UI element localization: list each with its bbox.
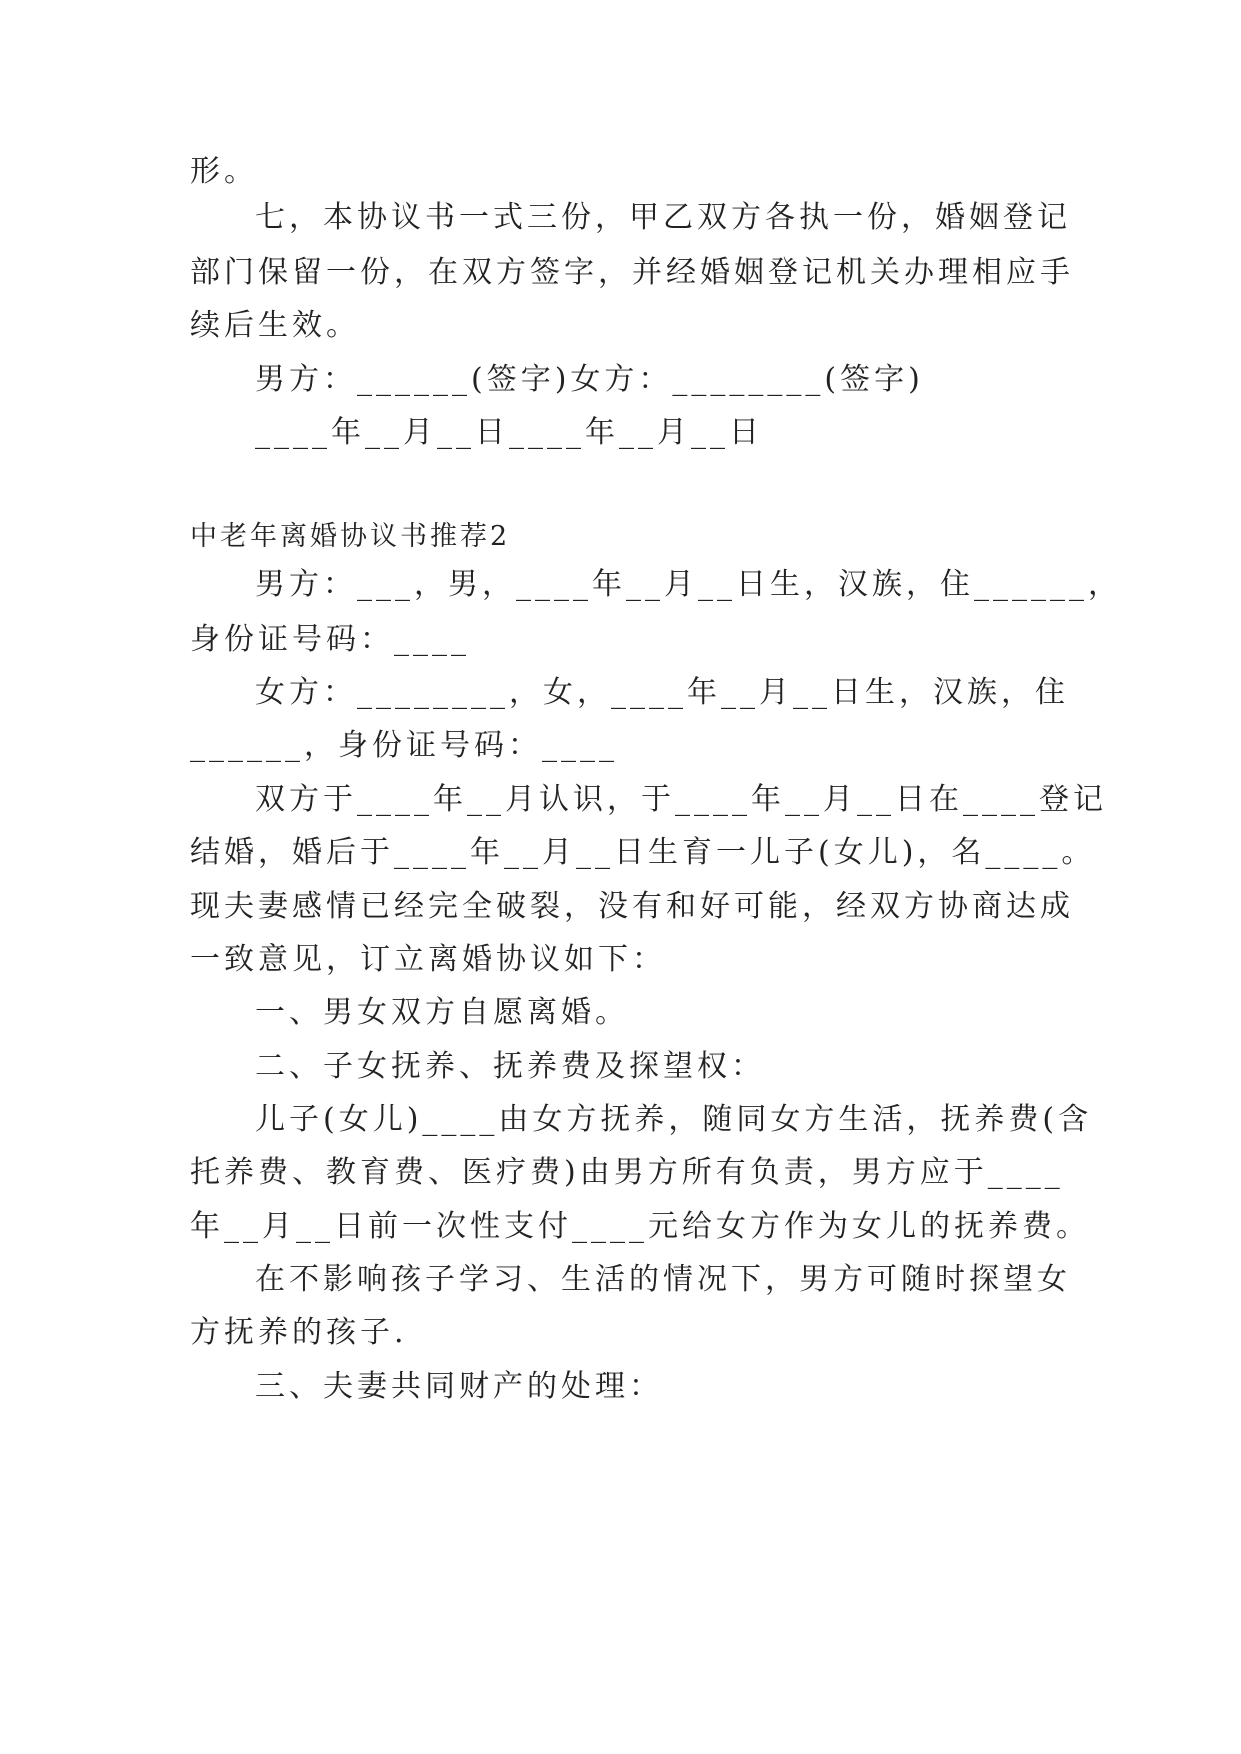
paragraph-line: 现夫妻感情已经完全破裂，没有和好可能，经双方协商达成 — [190, 889, 1074, 924]
date-line: ____年__月__日____年__月__日 — [255, 415, 763, 450]
paragraph-line: 双方于____年__月认识，于____年__月__日在____登记 — [255, 782, 1107, 817]
paragraph-line: 方抚养的孩子. — [190, 1315, 408, 1350]
paragraph-line: 男方：___，男，____年__月__日生，汉族，住______， — [255, 567, 1122, 602]
paragraph-line: 一致意见，订立离婚协议如下： — [190, 942, 666, 977]
paragraph-line: 续后生效。 — [190, 308, 360, 343]
clause-heading: 二、子女抚养、抚养费及探望权： — [255, 1049, 765, 1084]
paragraph-line: ______，身份证号码：____ — [190, 728, 618, 763]
signature-line: 男方：______(签字)女方：________(签字) — [255, 362, 924, 397]
paragraph-line: 七，本协议书一式三份，甲乙双方各执一份，婚姻登记 — [255, 200, 1071, 235]
clause-heading: 一、男女双方自愿离婚。 — [255, 995, 629, 1030]
paragraph-line: 女方：________，女，____年__月__日生，汉族，住 — [255, 675, 1069, 710]
paragraph-line: 部门保留一份，在双方签字，并经婚姻登记机关办理相应手 — [190, 255, 1074, 290]
paragraph-line: 在不影响孩子学习、生活的情况下，男方可随时探望女 — [255, 1262, 1071, 1297]
paragraph-line: 身份证号码：____ — [190, 622, 470, 657]
clause-heading: 三、夫妻共同财产的处理： — [255, 1369, 663, 1404]
paragraph-line: 托养费、教育费、医疗费)由男方所有负责，男方应于____ — [190, 1155, 1064, 1190]
paragraph-line: 结婚，婚后于____年__月__日生育一儿子(女儿)，名____。 — [190, 835, 1096, 870]
section-title: 中老年离婚协议书推荐2 — [190, 521, 511, 552]
paragraph-line: 形。 — [190, 154, 258, 189]
paragraph-line: 儿子(女儿)____由女方抚养，随同女方生活，抚养费(含 — [255, 1102, 1093, 1137]
paragraph-line: 年__月__日前一次性支付____元给女方作为女儿的抚养费。 — [190, 1209, 1090, 1244]
